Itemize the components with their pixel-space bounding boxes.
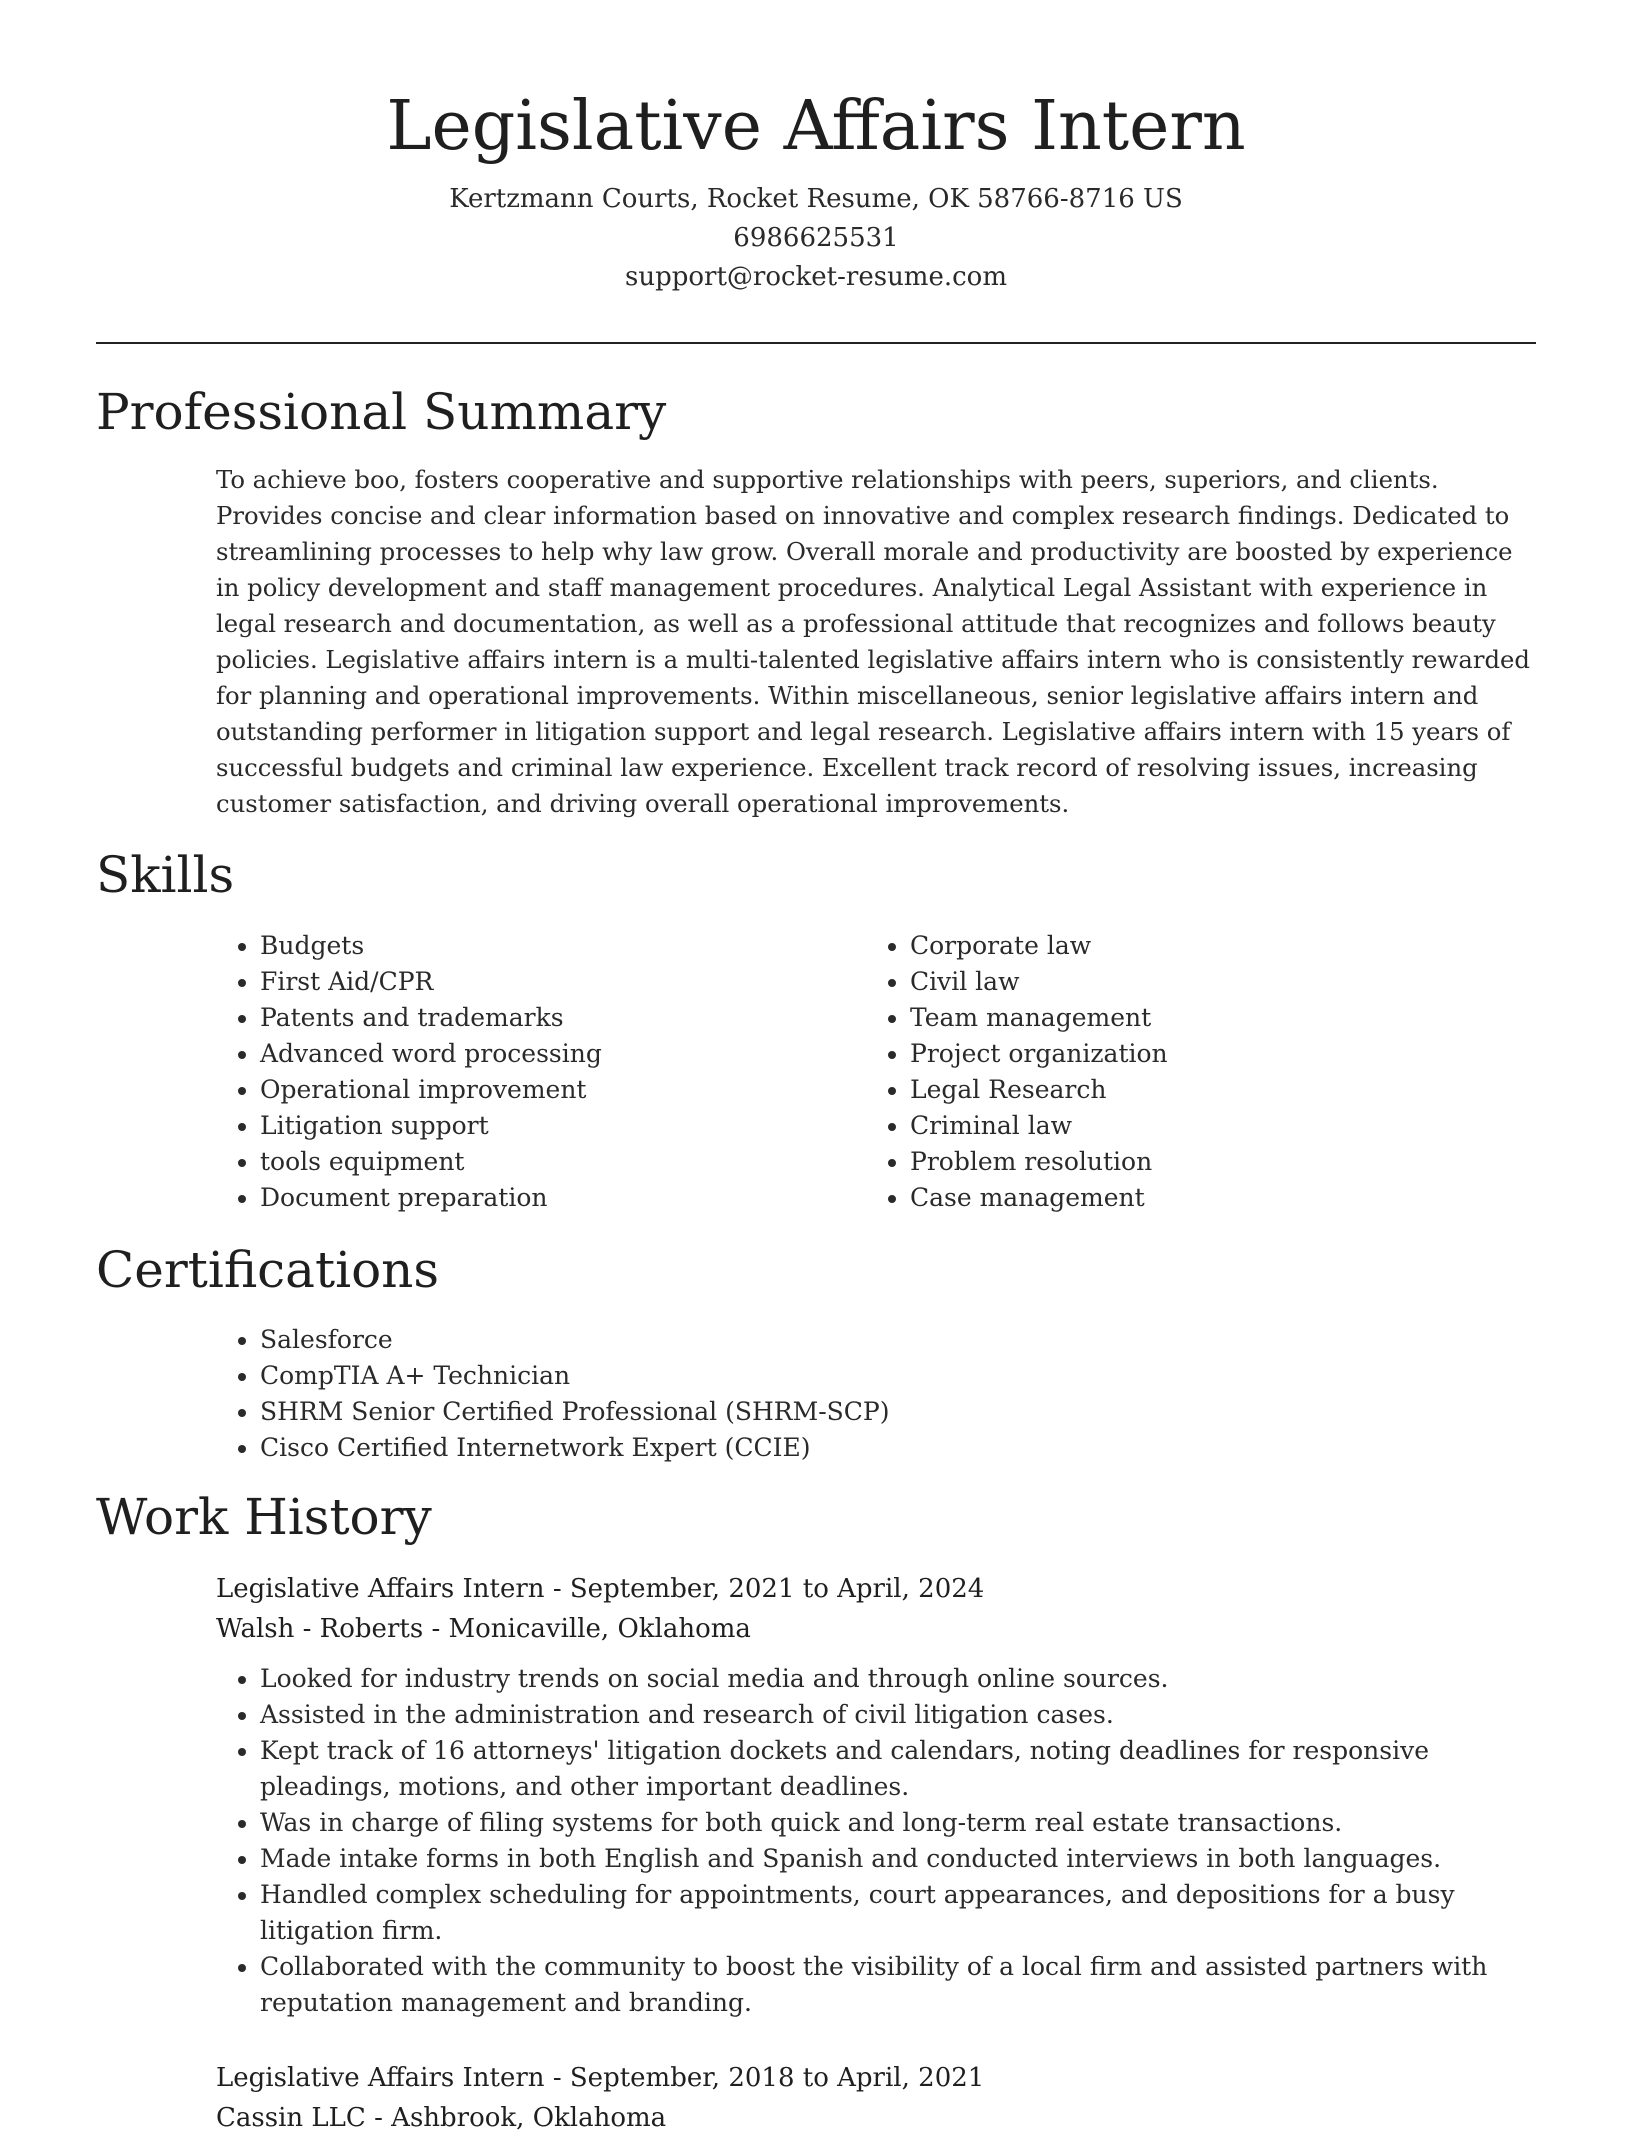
skill-item: • Civil law (910, 964, 1466, 1000)
job-company: Cassin LLC (216, 2103, 366, 2133)
skill-item: • Problem resolution (910, 1144, 1466, 1180)
job-company: Walsh - Roberts (216, 1614, 424, 1644)
job-dates: September, 2021 to April, 2024 (569, 1574, 985, 1604)
certification-item: • SHRM Senior Certified Professional (SHRM-SCP) (260, 1394, 1416, 1430)
header-divider (96, 342, 1536, 344)
skill-item: • tools equipment (260, 1144, 816, 1180)
skill-item: • Patents and trademarks (260, 1000, 816, 1036)
job-title-line (216, 2058, 1536, 2098)
skill-item: • Operational improvement (260, 1072, 816, 1108)
job-separator: - (552, 2063, 570, 2093)
address-line: Kertzmann Courts, Rocket Resume, OK 58766-8716 US (449, 184, 1183, 214)
skill-item: • First Aid/CPR (260, 964, 816, 1000)
job-bullet-list (216, 1661, 1536, 2021)
certification-item: • CompTIA A+ Technician (260, 1358, 1416, 1394)
summary-heading: Professional Summary (96, 383, 667, 441)
skill-item: • Legal Research (910, 1072, 1466, 1108)
work-history-heading: Work History (96, 1488, 432, 1546)
certification-item: • Cisco Certified Internetwork Expert (CCIE) (260, 1430, 1416, 1466)
skill-item: • Corporate law (910, 928, 1466, 964)
candidate-name: Legislative Affairs Intern (386, 87, 1246, 166)
job-bullet: • Made intake forms in both English and Spanish and conducted interviews in both languages. (260, 1841, 1536, 1877)
email-line: support@rocket-resume.com (624, 262, 1007, 292)
skills-list-left (216, 928, 816, 1216)
skill-item: • Criminal law (910, 1108, 1466, 1144)
job-bullet: • Collaborated with the community to boost the visibility of a local firm and assisted partners with reputation management and branding. (260, 1949, 1536, 2021)
skill-item: • Advanced word processing (260, 1036, 816, 1072)
job-bullet: • Looked for industry trends on social media and through online sources. (260, 1661, 1536, 1697)
job-bullet: • Was in charge of filing systems for both quick and long-term real estate transactions. (260, 1805, 1536, 1841)
job-company-line (216, 1609, 1536, 1649)
phone-line: 6986625531 (733, 223, 899, 253)
job-bullet: • Handled complex scheduling for appointments, court appearances, and depositions for a busy litigation firm. (260, 1877, 1536, 1949)
certifications-list (216, 1322, 1416, 1466)
skill-item: • Budgets (260, 928, 816, 964)
job-title: Legislative Affairs Intern (216, 1574, 545, 1604)
job-location: Ashbrook, Oklahoma (391, 2103, 667, 2133)
certifications-section (216, 1322, 1416, 1466)
job-separator: - (552, 1574, 570, 1604)
job-entry (216, 2058, 1536, 2138)
skill-item: • Litigation support (260, 1108, 816, 1144)
job-location: Monicaville, Oklahoma (448, 1614, 751, 1644)
job-title-line (216, 1569, 1536, 1609)
skills-column-right (866, 928, 1466, 1216)
skill-item: • Team management (910, 1000, 1466, 1036)
skill-item: • Case management (910, 1180, 1466, 1216)
skill-item: • Project organization (910, 1036, 1466, 1072)
resume-header (96, 82, 1536, 297)
job-separator: - (431, 1614, 449, 1644)
job-dates: September, 2018 to April, 2021 (569, 2063, 985, 2093)
job-bullet: • Kept track of 16 attorneys' litigation dockets and calendars, noting deadlines for responsive pleadings, motions, and other important deadlines. (260, 1733, 1536, 1805)
job-title: Legislative Affairs Intern (216, 2063, 545, 2093)
skills-heading: Skills (96, 846, 235, 904)
job-company-line (216, 2098, 1536, 2138)
certifications-heading: Certifications (96, 1241, 440, 1299)
skills-column-left (216, 928, 816, 1216)
certification-item: • Salesforce (260, 1322, 1416, 1358)
job-bullet: • Assisted in the administration and research of civil litigation cases. (260, 1697, 1536, 1733)
skills-list-right (866, 928, 1466, 1216)
summary-text: To achieve boo, fosters cooperative and supportive relationships with peers, superiors, and clients. Provides concise and clear information based on innovative and complex research findings. Dedicated to streamlining processes to help why law grow. Overall morale and productivity are boosted by experience in policy development and staff management procedures. Analytical Legal Assistant with experience in legal research and documentation, as well as a professional attitude that recognizes and follows beauty policies. Legislative affairs intern is a multi-talented legislative affairs intern who is consistently rewarded for planning and operational improvements. Within miscellaneous, senior legislative affairs intern and outstanding performer in litigation support and legal research. Legislative affairs intern with 15 years of successful budgets and criminal law experience. Excellent track record of resolving issues, increasing customer satisfaction, and driving overall operational improvements. (216, 465, 1530, 818)
job-entry (216, 1569, 1536, 2021)
job-separator: - (374, 2103, 392, 2133)
skill-item: • Document preparation (260, 1180, 816, 1216)
